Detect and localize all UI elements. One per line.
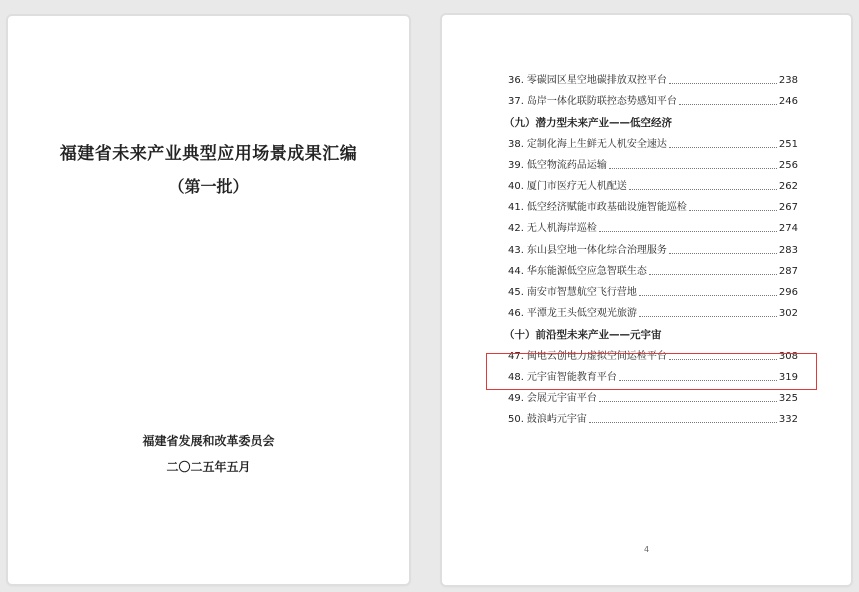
toc-entry-page: 274 (778, 223, 798, 235)
toc-entry-title: 平潭龙王头低空观光旅游 (526, 308, 637, 320)
toc-entry (508, 156, 798, 172)
toc-entry (508, 198, 798, 214)
toc-leader-dots (669, 147, 777, 148)
toc-entry-title: 定制化海上生鲜无人机安全速达 (526, 138, 667, 150)
toc-entry-number: 48. (508, 371, 524, 383)
toc-entry-page: 308 (778, 350, 798, 362)
toc-entry-page: 296 (778, 287, 798, 298)
toc-entry (508, 283, 798, 299)
toc-entry-page: 325 (778, 393, 798, 404)
toc-entry-number: 41. (508, 202, 524, 214)
cover-organization: 福建省发展和改革委员会 (142, 434, 275, 448)
page-number: 4 (643, 545, 650, 554)
toc-entry-page: 319 (778, 371, 798, 383)
toc-entry-title: 低空经济赋能市政基础设施智能巡检 (526, 202, 687, 214)
toc-entry-number: 37. (508, 96, 524, 108)
toc-leader-dots (649, 274, 777, 275)
toc-entry (508, 262, 798, 278)
toc-entry-number: 36. (508, 75, 524, 86)
toc-entry-number: 49. (508, 393, 524, 404)
toc-entry-number: 45. (508, 287, 524, 298)
toc-entry-page: 246 (778, 96, 798, 108)
toc-entry (508, 219, 798, 235)
toc-entry-page: 251 (778, 138, 798, 150)
toc-entry-title: 元宇宙智能教育平台 (526, 371, 617, 383)
toc-entry-title: 会展元宇宙平台 (526, 393, 597, 404)
toc-page (442, 15, 851, 585)
toc-leader-dots (629, 189, 777, 190)
toc-leader-dots (599, 231, 777, 232)
toc-entry-title: 零碳园区星空地碳排放双控平台 (526, 75, 667, 86)
toc-entry-title: 无人机海岸巡检 (526, 223, 597, 235)
toc-leader-dots (589, 422, 777, 423)
toc-entry-page: 287 (778, 265, 798, 277)
toc-entry-title: 鼓浪屿元宇宙 (526, 414, 587, 426)
toc-entry-number: 39. (508, 159, 524, 171)
toc-entry-number: 43. (508, 244, 524, 256)
toc-entry (508, 304, 798, 320)
toc-entry-number: 38. (508, 138, 524, 150)
toc-entry-title: 东山县空地一体化综合治理服务 (526, 244, 667, 256)
toc-entry-title: 华东能源低空应急智联生态 (526, 265, 647, 277)
toc-leader-dots (689, 210, 777, 211)
toc-entry (508, 389, 798, 405)
cover-batch: （第一批） (168, 177, 249, 196)
toc-entry-number: 47. (508, 350, 524, 362)
toc-leader-dots (639, 295, 777, 296)
toc-leader-dots (639, 316, 777, 317)
toc-entry-title: 低空物流药品运输 (526, 159, 607, 171)
toc-entry-page: 256 (778, 159, 798, 171)
toc-entry (508, 177, 798, 193)
toc-entry (508, 92, 798, 108)
toc-entry-number: 40. (508, 181, 524, 192)
toc-entry-title: 岛岸一体化联防联控态势感知平台 (526, 96, 677, 108)
toc-section-heading: （九）潜力型未来产业——低空经济 (504, 117, 672, 130)
cover-title: 福建省未来产业典型应用场景成果汇编 (59, 144, 358, 164)
highlight-box (486, 350, 817, 390)
toc-entry-title: 南安市智慧航空飞行营地 (526, 287, 637, 298)
toc-section-heading: （十）前沿型未来产业——元宇宙 (504, 329, 662, 342)
toc-entry-number: 42. (508, 223, 524, 235)
toc-entry (508, 410, 798, 426)
toc-leader-dots (669, 83, 777, 84)
toc-leader-dots (599, 401, 777, 402)
toc-entry (508, 71, 798, 87)
toc-entry-page: 238 (778, 75, 798, 86)
toc-entry (508, 135, 798, 151)
toc-entry-page: 267 (778, 202, 798, 214)
toc-entry-page: 332 (778, 414, 798, 426)
cover-page (8, 16, 409, 584)
toc-entry-title: 厦门市医疗无人机配送 (526, 181, 627, 192)
toc-entry-page: 283 (778, 244, 798, 256)
toc-entry-page: 302 (778, 308, 798, 320)
toc-entry-title: 闽电云创电力虚拟空间运检平台 (526, 350, 667, 362)
toc-entry-number: 44. (508, 265, 524, 277)
toc-entry (508, 241, 798, 257)
toc-entry-page: 262 (778, 181, 798, 192)
toc-leader-dots (669, 253, 777, 254)
cover-date: 二〇二五年五月 (166, 460, 251, 474)
toc-leader-dots (609, 168, 777, 169)
toc-entry-number: 46. (508, 308, 524, 320)
toc-entry-number: 50. (508, 414, 524, 426)
toc-leader-dots (679, 104, 777, 105)
